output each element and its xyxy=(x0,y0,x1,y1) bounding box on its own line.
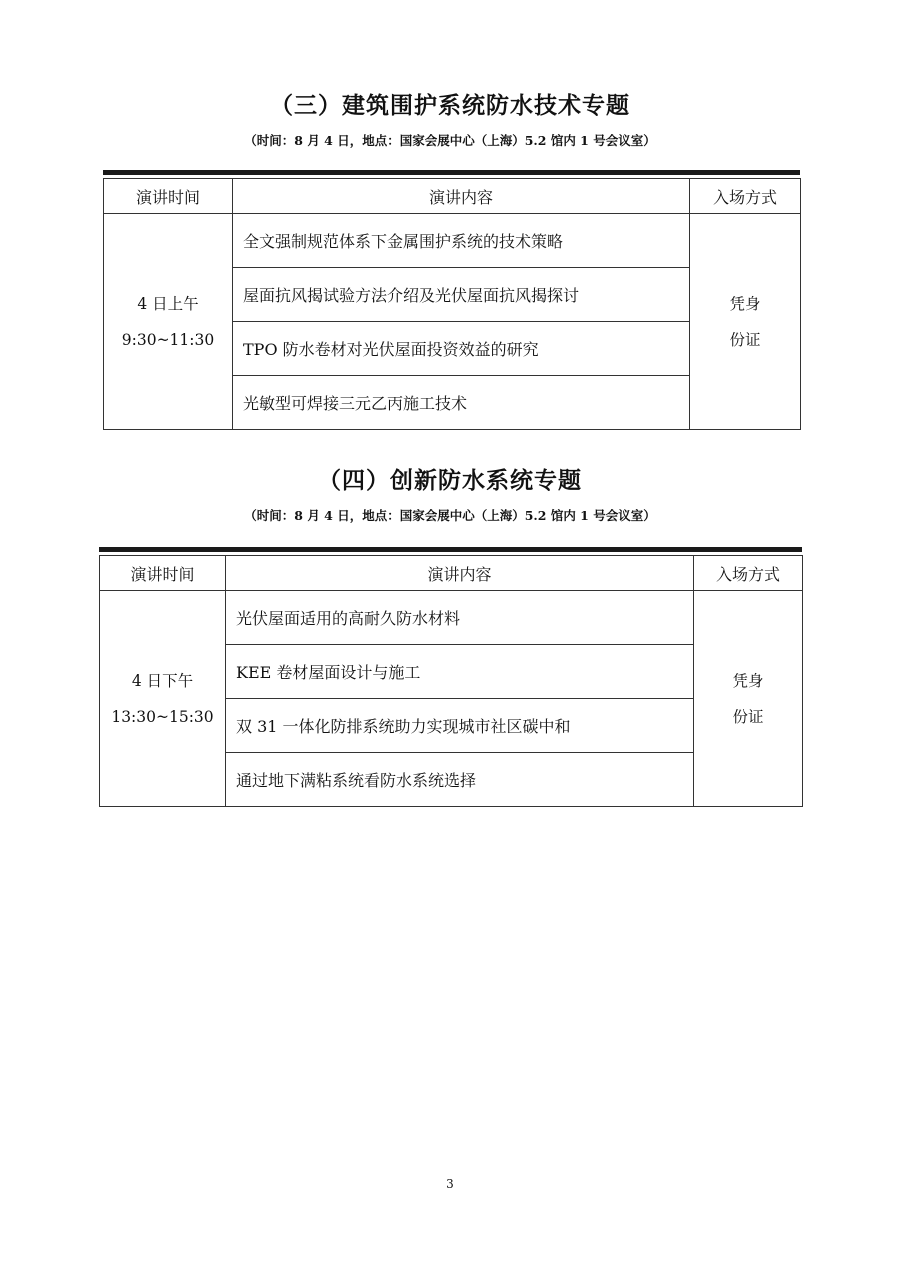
entry-line-1: 凭身 xyxy=(732,671,764,690)
time-range: 13:30~15:30 xyxy=(111,707,214,726)
time-cell xyxy=(100,591,226,807)
header-entry: 入场方式 xyxy=(690,179,801,214)
topic-cell: 全文强制规范体系下金属围护系统的技术策略 xyxy=(233,214,690,268)
section-3-top-rule xyxy=(103,170,800,175)
table-header-row xyxy=(100,556,803,591)
entry-cell xyxy=(690,214,801,430)
page-number: 3 xyxy=(446,1177,454,1191)
section-4-table xyxy=(99,555,803,807)
section-3-title: （三）建筑围护系统防水技术专题 xyxy=(270,92,630,119)
section-4-subtitle: （时间：8 月 4 日，地点：国家会展中心（上海）5.2 馆内 1 号会议室） xyxy=(244,508,656,523)
section-4-top-rule xyxy=(99,547,802,552)
table-row xyxy=(100,591,803,645)
table-row xyxy=(104,214,801,268)
header-entry: 入场方式 xyxy=(694,556,803,591)
section-4-title: （四）创新防水系统专题 xyxy=(318,467,582,494)
header-time: 演讲时间 xyxy=(100,556,226,591)
table-header-row xyxy=(104,179,801,214)
topic-cell: 通过地下满粘系统看防水系统选择 xyxy=(226,753,694,807)
header-content: 演讲内容 xyxy=(233,179,690,214)
time-day: 4 日上午 xyxy=(137,294,199,313)
section-3-table xyxy=(103,178,801,430)
time-cell xyxy=(104,214,233,430)
entry-line-2: 份证 xyxy=(729,330,761,349)
topic-cell: KEE 卷材屋面设计与施工 xyxy=(226,645,694,699)
header-time: 演讲时间 xyxy=(104,179,233,214)
entry-cell xyxy=(694,591,803,807)
topic-cell: 屋面抗风揭试验方法介绍及光伏屋面抗风揭探讨 xyxy=(233,268,690,322)
topic-cell: 光伏屋面适用的高耐久防水材料 xyxy=(226,591,694,645)
topic-cell: 双 31 一体化防排系统助力实现城市社区碳中和 xyxy=(226,699,694,753)
entry-line-1: 凭身 xyxy=(729,294,761,313)
time-range: 9:30~11:30 xyxy=(121,330,215,349)
header-content: 演讲内容 xyxy=(226,556,694,591)
entry-line-2: 份证 xyxy=(732,707,764,726)
topic-cell: 光敏型可焊接三元乙丙施工技术 xyxy=(233,376,690,430)
section-3-subtitle: （时间：8 月 4 日，地点：国家会展中心（上海）5.2 馆内 1 号会议室） xyxy=(244,133,656,148)
topic-cell: TPO 防水卷材对光伏屋面投资效益的研究 xyxy=(233,322,690,376)
time-day: 4 日下午 xyxy=(131,671,194,690)
